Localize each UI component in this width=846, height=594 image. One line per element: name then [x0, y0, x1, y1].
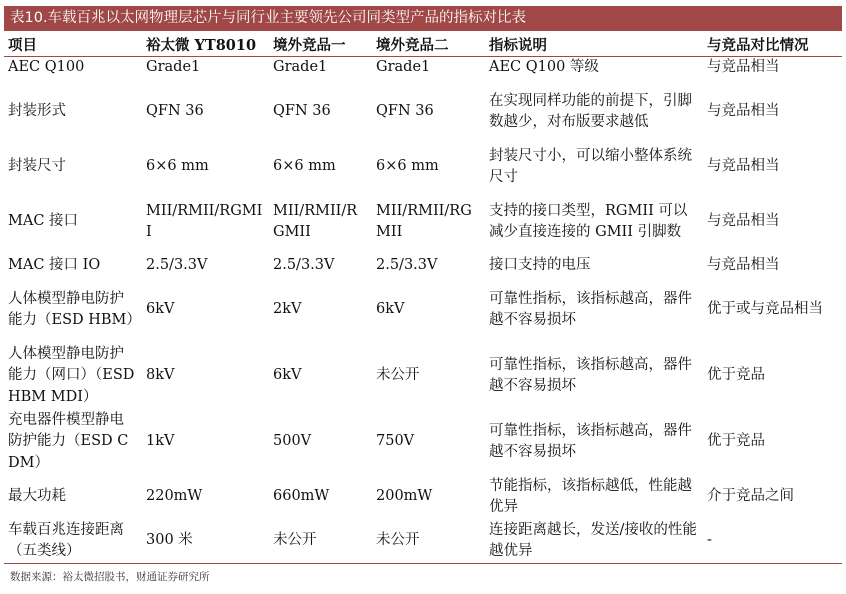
table-cell: 节能指标，该指标越低，性能越优异 — [489, 477, 692, 515]
table-cell: 与竞品相当 — [707, 213, 780, 230]
table-cell: MII/RMII/RGMII — [273, 202, 358, 240]
table-row — [4, 519, 842, 564]
table-row — [4, 57, 842, 80]
table-row — [4, 145, 842, 189]
table-cell: 750V — [376, 433, 415, 450]
table-row — [4, 277, 842, 343]
table-row — [4, 343, 842, 409]
table-cell: QFN 36 — [376, 103, 434, 120]
table-cell: Grade1 — [273, 59, 328, 76]
table-cell: 1kV — [146, 433, 175, 450]
table-cell: 2.5/3.3V — [146, 257, 208, 274]
table-cell: 未公开 — [372, 519, 485, 564]
table-cell: Grade1 — [146, 59, 201, 76]
table-cell: 6×6 mm — [146, 158, 209, 175]
table-cell: 2.5/3.3V — [376, 257, 438, 274]
table-cell: 人体模型静电防护能力（ESD HBM） — [8, 290, 141, 328]
table-cell: 车载百兆连接距离（五类线） — [4, 519, 142, 564]
table-cell: 支持的接口类型，RGMII 可以减少直接连接的 GMII 引脚数 — [489, 202, 688, 240]
header-row — [4, 32, 842, 57]
table-cell: 人体模型静电防护能力（网口）（ESD HBM MDI） — [8, 345, 135, 405]
table-cell: 8kV — [146, 367, 175, 384]
table-cell: MII/RMII/RGMII — [376, 202, 472, 240]
table-cell: 200mW — [376, 488, 433, 505]
table-cell: 在实现同样功能的前提下，引脚数越少，对布版要求越低 — [489, 92, 692, 130]
table-cell: AEC Q100 等级 — [489, 59, 599, 76]
table-cell: 220mW — [146, 488, 203, 505]
table-cell: 与竞品相当 — [707, 59, 780, 76]
table-cell: 6×6 mm — [273, 158, 336, 175]
table-cell: AEC Q100 — [8, 59, 85, 76]
table-cell: 6×6 mm — [376, 158, 439, 175]
header-cell: 与竞品对比情况 — [703, 32, 842, 57]
table-cell: MAC 接口 IO — [8, 257, 101, 274]
comparison-table — [4, 32, 842, 564]
table-row — [4, 79, 842, 145]
table-cell: 2kV — [273, 301, 302, 318]
table-row — [4, 189, 842, 255]
header-cell: 境外竞品一 — [269, 32, 372, 57]
table-cell: 与竞品相当 — [707, 103, 780, 120]
table-cell: 可靠性指标，该指标越高，器件越不容易损坏 — [489, 356, 692, 394]
table-cell: 优于竞品 — [707, 433, 765, 450]
table-cell: 与竞品相当 — [707, 257, 780, 274]
table-cell: 6kV — [273, 367, 302, 384]
table-cell: 2.5/3.3V — [273, 257, 335, 274]
table-row — [4, 475, 842, 519]
table-cell: QFN 36 — [146, 103, 204, 120]
table-cell: 优于竞品 — [707, 367, 765, 384]
header-cell: 境外竞品二 — [372, 32, 485, 57]
table-cell: 未公开 — [376, 367, 420, 384]
table-cell: 6kV — [146, 301, 175, 318]
table-row — [4, 255, 842, 277]
table-cell: 与竞品相当 — [707, 158, 780, 175]
table-cell: 500V — [273, 433, 312, 450]
table-cell: Grade1 — [376, 59, 431, 76]
table-cell: 封装尺寸小，可以缩小整体系统尺寸 — [489, 147, 692, 185]
table-cell: 6kV — [376, 301, 405, 318]
header-cell: 裕太微 YT8010 — [142, 32, 269, 57]
table-cell: 介于竞品之间 — [707, 488, 794, 505]
table-cell: QFN 36 — [273, 103, 331, 120]
header-cell: 指标说明 — [485, 32, 703, 57]
table-cell: 优于或与竞品相当 — [707, 301, 823, 318]
table-cell: 660mW — [273, 488, 330, 505]
table-cell: MAC 接口 — [8, 213, 79, 230]
table-title: 表10.车载百兆以太网物理层芯片与同行业主要领先公司同类型产品的指标对比表 — [4, 6, 842, 31]
source-note: 数据来源：裕太微招股书，财通证券研究所 — [10, 571, 210, 583]
table-cell: 可靠性指标，该指标越高，器件越不容易损坏 — [489, 290, 692, 328]
header-cell: 项目 — [4, 32, 142, 57]
table-cell: - — [703, 519, 842, 564]
table-cell: 未公开 — [269, 519, 372, 564]
table-cell: 接口支持的电压 — [489, 257, 591, 274]
table-cell: 300 米 — [142, 519, 269, 564]
table-cell: 可靠性指标，该指标越高，器件越不容易损坏 — [489, 422, 692, 460]
table-cell: 封装形式 — [8, 103, 66, 120]
table-cell: MII/RMII/RGMII — [146, 202, 263, 240]
table-cell: 封装尺寸 — [8, 158, 66, 175]
table-cell: 连接距离越长，发送/接收的性能越优异 — [485, 519, 703, 564]
table-cell: 最大功耗 — [8, 488, 66, 505]
table-cell: 充电器件模型静电防护能力（ESD CDM） — [8, 411, 129, 471]
table-row — [4, 409, 842, 475]
